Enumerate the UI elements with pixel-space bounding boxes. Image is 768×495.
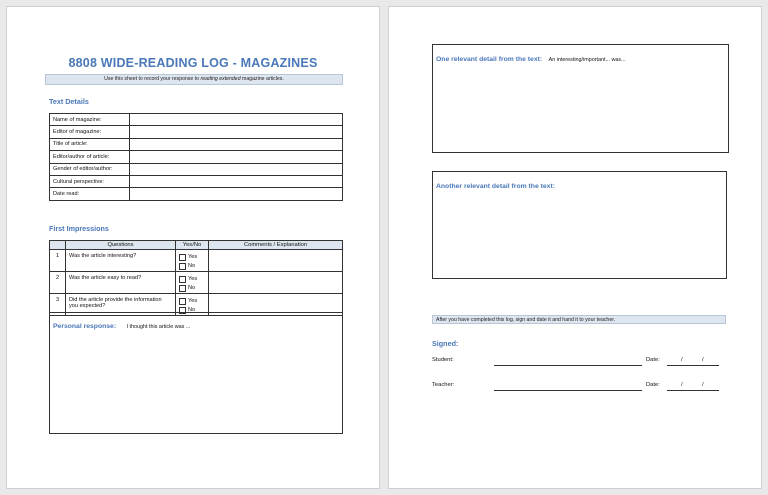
yes-label: Yes [188,298,198,304]
impressions-header-questions: Questions [66,241,176,250]
no-option[interactable] [179,262,205,271]
yes-option[interactable] [179,275,205,284]
yes-label: Yes [188,276,198,282]
detail-row [50,188,343,200]
detail-label: Title of article: [50,138,130,150]
teacher-signature-line[interactable] [494,390,642,391]
question-number: 3 [50,294,66,316]
detail-row [50,138,343,150]
detail-value-field[interactable] [130,114,343,126]
yes-option[interactable] [179,297,205,306]
student-date-line[interactable] [667,365,719,366]
impression-row [50,272,343,294]
detail-value-field[interactable] [130,175,343,187]
detail-value-field[interactable] [130,151,343,163]
student-date-label: Date: [646,357,660,363]
detail-row [50,114,343,126]
question-text: Was the article easy to read? [66,272,176,294]
impressions-header-num [50,241,66,250]
instruction-banner [45,74,343,85]
detail-2-label: Another relevant detail from the text: [436,183,555,190]
question-number: 2 [50,272,66,294]
no-label: No [188,285,196,291]
detail-label: Date read: [50,188,130,200]
student-label: Student: [432,357,454,363]
page-2 [388,6,762,489]
personal-response-hint: I thought this article was ... [126,324,191,330]
teacher-date-sep-1: / [681,382,683,388]
teacher-date-label: Date: [646,382,660,388]
detail-2-box[interactable] [432,171,727,279]
page-1 [6,6,380,489]
teacher-date-sep-2: / [702,382,704,388]
yes-label: Yes [188,254,198,260]
yes-checkbox[interactable] [179,298,186,305]
yes-option[interactable] [179,253,205,262]
document-title: 8808 WIDE-READING LOG - MAGAZINES [68,56,318,70]
detail-label: Editor/author of article: [50,151,130,163]
instruction-text-pre: Use this sheet to record your response to [104,76,201,82]
yesno-cell [176,272,209,294]
impressions-header-yesno: Yes/No [176,241,209,250]
yesno-cell [176,250,209,272]
detail-1-label: One relevant detail from the text: [436,56,543,63]
question-text: Did the article provide the information you expected? [66,294,176,316]
completion-note: After you have completed this log, sign and date it and hand it to your teacher. [432,315,726,324]
no-checkbox[interactable] [179,285,186,292]
detail-label: Cultural perspective: [50,175,130,187]
personal-response-box[interactable] [49,312,343,434]
detail-label: Gender of editor/author: [50,163,130,175]
yes-checkbox[interactable] [179,276,186,283]
first-impressions-table [49,240,343,316]
comments-field[interactable] [209,272,343,294]
detail-row [50,175,343,187]
student-date-sep-2: / [702,357,704,363]
detail-value-field[interactable] [130,138,343,150]
detail-label: Name of magazine: [50,114,130,126]
detail-value-field[interactable] [130,163,343,175]
no-checkbox[interactable] [179,263,186,270]
detail-row [50,126,343,138]
yes-checkbox[interactable] [179,254,186,261]
comments-field[interactable] [209,250,343,272]
teacher-date-line[interactable] [667,390,719,391]
detail-1-box[interactable] [432,44,729,153]
detail-value-field[interactable] [130,126,343,138]
detail-label: Editor of magazine: [50,126,130,138]
detail-value-field[interactable] [130,188,343,200]
signed-heading: Signed: [432,339,459,348]
instruction-text-post: magazine articles. [240,76,284,82]
text-details-table [49,113,343,201]
instruction-text-emphasis: reading extended [200,76,241,82]
no-option[interactable] [179,284,205,293]
detail-1-hint: An interesting/important... was... [548,57,626,63]
student-date-sep-1: / [681,357,683,363]
question-number: 1 [50,250,66,272]
impression-row [50,250,343,272]
teacher-label: Teacher: [432,382,455,388]
impressions-header-comments: Comments / Explanation [209,241,343,250]
first-impressions-heading: First Impressions [49,224,109,233]
no-label: No [188,307,196,313]
detail-row [50,163,343,175]
question-text: Was the article interesting? [66,250,176,272]
text-details-heading: Text Details [49,97,89,106]
student-signature-line[interactable] [494,365,642,366]
no-label: No [188,263,196,269]
detail-row [50,151,343,163]
personal-response-label: Personal response: [53,323,117,330]
